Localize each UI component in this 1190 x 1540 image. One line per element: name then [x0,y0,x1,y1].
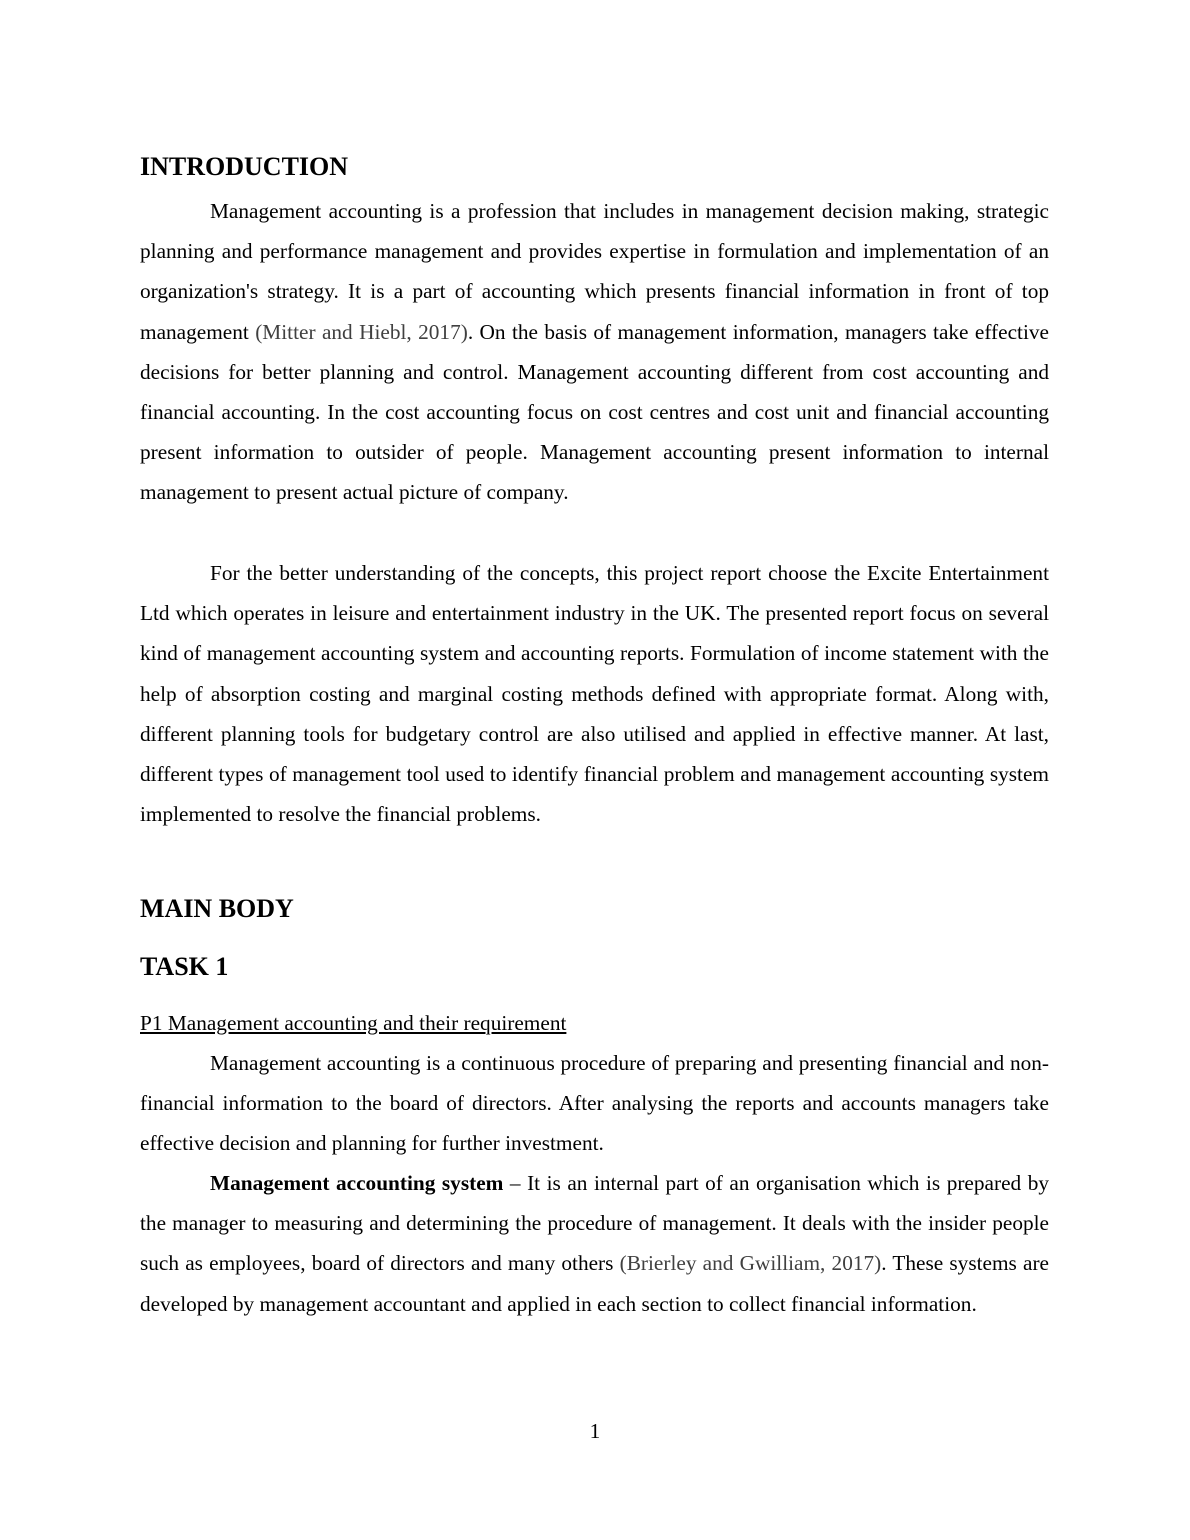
intro-p1-text-b: . On the basis of management information, managers take effective decisions for better planning and control. Management accounting different from cost accounting and financial accounting. In the cost accounting focus on cost centres and cost unit and financial accounting present information to outsider of people. Management accounting present information to internal management to present actual picture of company. [140,319,1049,505]
page-number: 1 [589,1419,601,1443]
task1-p2-text-a: – It is an internal part of an organisation which is prepared by the manager to measuring and determining the procedure of management. It deals with the insider people such as employees, board of directors and many others [140,1171,1049,1276]
task1-paragraph-2 [140,1163,1049,1324]
intro-p1-text-a: Management accounting is a profession that includes in management decision making, strategic planning and performance management and provides expertise in formulation and implementation of an organization's strategy. It is a part of accounting which presents financial information in front of top management [140,199,1049,344]
task-1-heading: TASK 1 [140,952,229,981]
p1-subheading: P1 Management accounting and their requirement [140,1011,567,1035]
introduction-heading: INTRODUCTION [140,152,349,181]
intro-paragraph-1 [140,191,1049,513]
main-body-heading: MAIN BODY [140,894,294,923]
task1-paragraph-1: Management accounting is a continuous procedure of preparing and presenting financial and non-financial information to the board of directors. After analysing the reports and accounts managers take effective decision and planning for further investment. [140,1051,1049,1156]
citation-brierley-gwilliam: (Brierley and Gwilliam, 2017) [619,1251,882,1276]
term-management-accounting-system: Management accounting system [210,1171,504,1195]
task1-p2-text-b: . These systems are developed by management accountant and applied in each section to collect financial information. [140,1251,1049,1316]
intro-paragraph-2: For the better understanding of the concepts, this project report choose the Excite Entertainment Ltd which operates in leisure and entertainment industry in the UK. The presented report focus on several kind of management accounting system and accounting reports. Formulation of income statement with the help of absorption costing and marginal costing methods defined with appropriate format. Along with, different planning tools for budgetary control are also utilised and applied in effective manner. At last, different types of management tool used to identify financial problem and management accounting system implemented to resolve the financial problems. [140,561,1049,827]
citation-mitter-hiebl: (Mitter and Hiebl, 2017) [255,319,468,344]
